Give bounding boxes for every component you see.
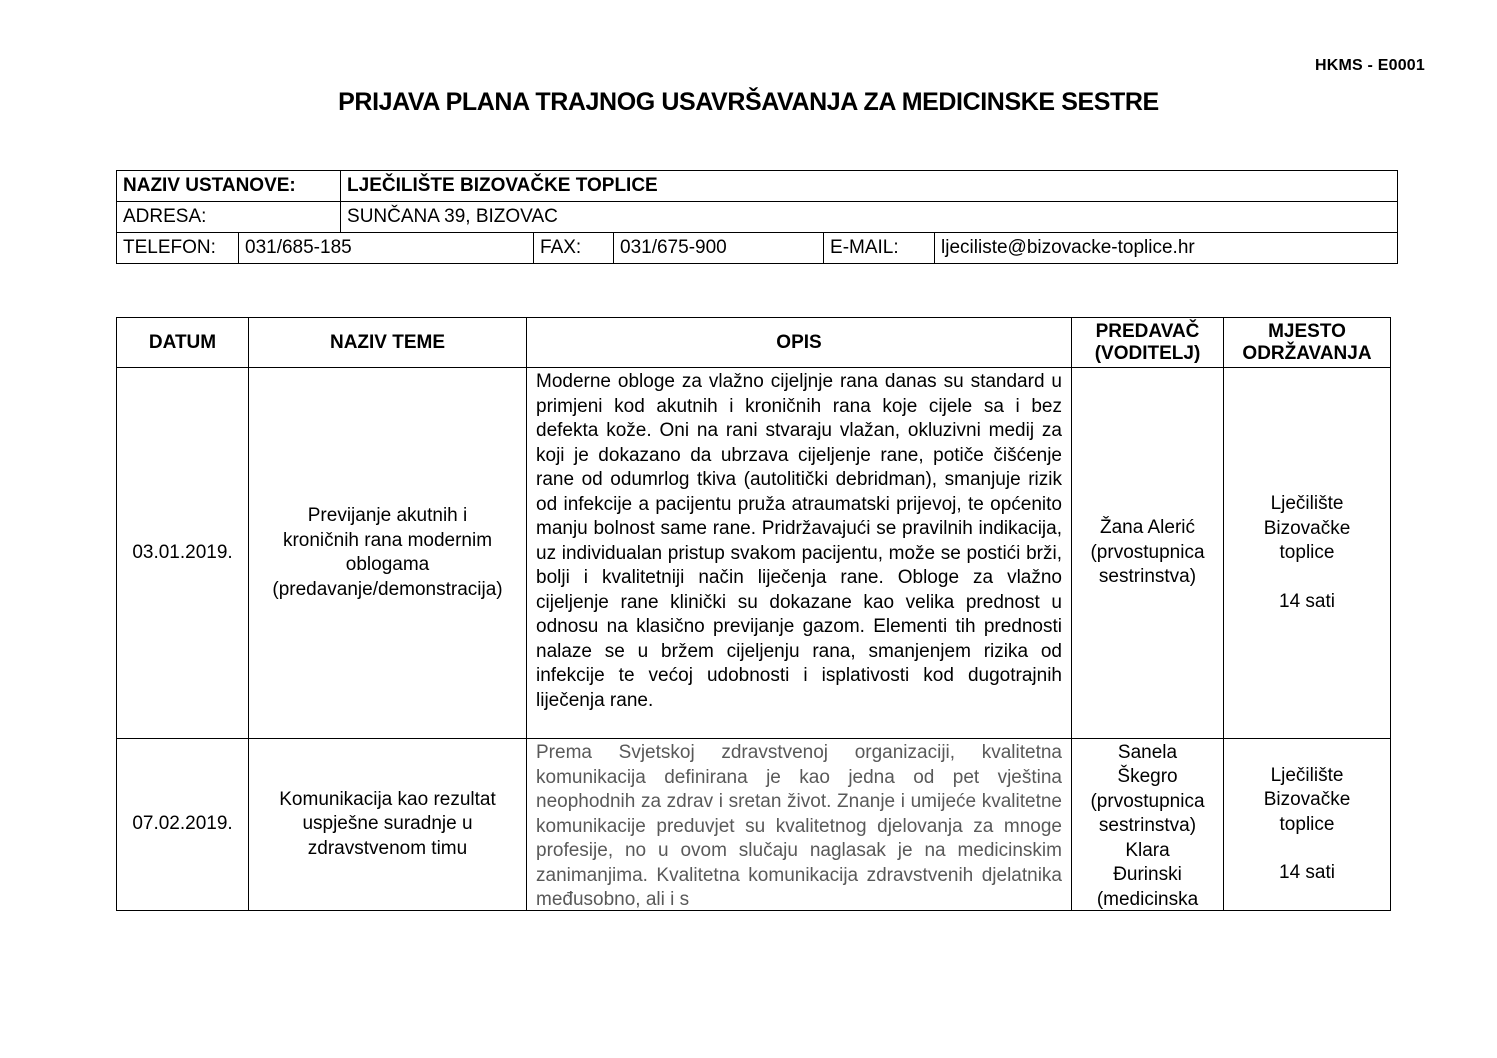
location-line: Bizovačke — [1263, 517, 1351, 539]
column-header-predavac-line1: PREDAVAČ — [1095, 320, 1200, 342]
lecturer-line: (prvostupnica — [1090, 790, 1205, 812]
email-value: ljeciliste@bizovacke-toplice.hr — [935, 233, 1398, 264]
row-description: Moderne obloge za vlažno cijeljnje rana danas su standard u primjeni kod akutnih i kroničnih rana koje cijele sa i bez defekta kože. Oni na rani stvaraju vlažan, okluzivni medij za koji je dokazano da ubrzava cijeljenje rane, potiče čišćenje rane od odumrlog tkiva (autolitički debridman), smanjuje rizik od infekcije a pacijentu pruža atraumatski prijevoj, te općenito manju bolnost same rane. Pridržavajući se pravilnih indikacija, uz individualan pristup svakom pacijentu, može se postići brži, bolji i kvalitetniji način liječenja rane. Obloge za vlažno cijeljenje rane klinički su dokazane kao velika prednost u odnosu na klasično previjanje gazom. Elementi tih prednosti nalaze se u bržem cijeljenju rana, smanjenjem rizika od infekcije te većoj udobnosti i isplativosti kod dugotrajnih liječenja rane. — [527, 368, 1072, 739]
institution-address-row — [117, 202, 1398, 233]
institution-table — [116, 170, 1398, 264]
lecturer-line: Škegro — [1117, 766, 1178, 787]
lecturer-line: (medicinska — [1096, 888, 1199, 909]
column-header-mjesto — [1224, 318, 1391, 368]
phone-label: TELEFON: — [117, 233, 239, 264]
column-header-mjesto-line2: ODRŽAVANJA — [1242, 342, 1372, 364]
lecturer-line: sestrinstva) — [1098, 815, 1197, 836]
institution-address-value: SUNČANA 39, BIZOVAC — [341, 202, 1398, 233]
row-location — [1224, 368, 1391, 739]
topic-line: kroničnih rana modernim — [282, 529, 493, 551]
institution-name-label: NAZIV USTANOVE: — [117, 171, 341, 202]
location-line: toplice — [1279, 813, 1335, 835]
topic-line: Previjanje akutnih i — [307, 505, 468, 526]
table-row — [117, 368, 1391, 739]
location-line: Lječilište — [1270, 493, 1344, 514]
column-header-datum: DATUM — [117, 318, 249, 368]
row-topic — [249, 739, 527, 911]
training-plan-table — [116, 317, 1391, 911]
lecturer-line: sestrinstva) — [1098, 566, 1197, 588]
row-lecturer — [1072, 739, 1224, 911]
table-header-row — [117, 318, 1391, 368]
location-line: toplice — [1279, 542, 1335, 563]
topic-line: (predavanje/demonstracija) — [272, 578, 503, 600]
column-header-predavac — [1072, 318, 1224, 368]
lecturer-line: Đurinski — [1113, 864, 1182, 885]
location-line: Bizovačke — [1263, 789, 1351, 810]
row-date: 03.01.2019. — [117, 368, 249, 739]
institution-name-row — [117, 171, 1398, 202]
column-header-naziv-teme: NAZIV TEME — [249, 318, 527, 368]
fax-label: FAX: — [534, 233, 614, 264]
topic-line: oblogama — [345, 554, 430, 575]
document-code: HKMS - E0001 — [1315, 57, 1425, 74]
location-line: Lječilište — [1270, 764, 1344, 786]
duration-hours: 14 sati — [1279, 590, 1335, 612]
institution-address-label: ADRESA: — [117, 202, 341, 233]
topic-line: Komunikacija kao rezultat — [279, 788, 496, 810]
column-header-opis: OPIS — [527, 318, 1072, 368]
duration-hours: 14 sati — [1279, 862, 1335, 883]
table-row — [117, 739, 1391, 911]
lecturer-line: (prvostupnica — [1090, 541, 1205, 563]
location-spacer — [1224, 837, 1390, 861]
fax-value: 031/675-900 — [614, 233, 824, 264]
institution-name-value: LJEČILIŠTE BIZOVAČKE TOPLICE — [341, 171, 1398, 202]
topic-line: uspješne suradnje u — [302, 813, 473, 835]
email-label: E-MAIL: — [824, 233, 935, 264]
lecturer-lines — [1072, 741, 1223, 909]
row-location — [1224, 739, 1391, 911]
row-description — [527, 739, 1072, 911]
phone-value: 031/685-185 — [239, 233, 534, 264]
location-spacer — [1224, 566, 1390, 590]
row-topic — [249, 368, 527, 739]
lecturer-line: Sanela — [1117, 741, 1178, 763]
row-description-text: Prema Svjetskoj zdravstvenoj organizaciji, kvalitetna komunikacija definirana je kao jedna od pet vještina neophodnih za zdrav i sretan život. Znanje i umijeće kvalitetne komunikacije preduvjet su kvalitetnog djelovanja za mnoge profesije, no u ovom slučaju naglasak je na medicinskim zanimanjima. Kvalitetna komunikacija zdravstvenih djelatnika međusobno, ali i s — [536, 742, 1062, 909]
lecturer-line: Klara — [1125, 839, 1170, 861]
topic-line: zdravstvenom timu — [307, 837, 468, 859]
lecturer-line: Žana Alerić — [1099, 517, 1196, 539]
column-header-mjesto-line1: MJESTO — [1268, 320, 1346, 342]
page-title: PRIJAVA PLANA TRAJNOG USAVRŠAVANJA ZA MEDICINSKE SESTRE — [338, 88, 1159, 116]
row-lecturer — [1072, 368, 1224, 739]
column-header-predavac-line2: (VODITELJ) — [1094, 342, 1201, 364]
institution-contact-row — [117, 233, 1398, 264]
row-date: 07.02.2019. — [117, 739, 249, 911]
